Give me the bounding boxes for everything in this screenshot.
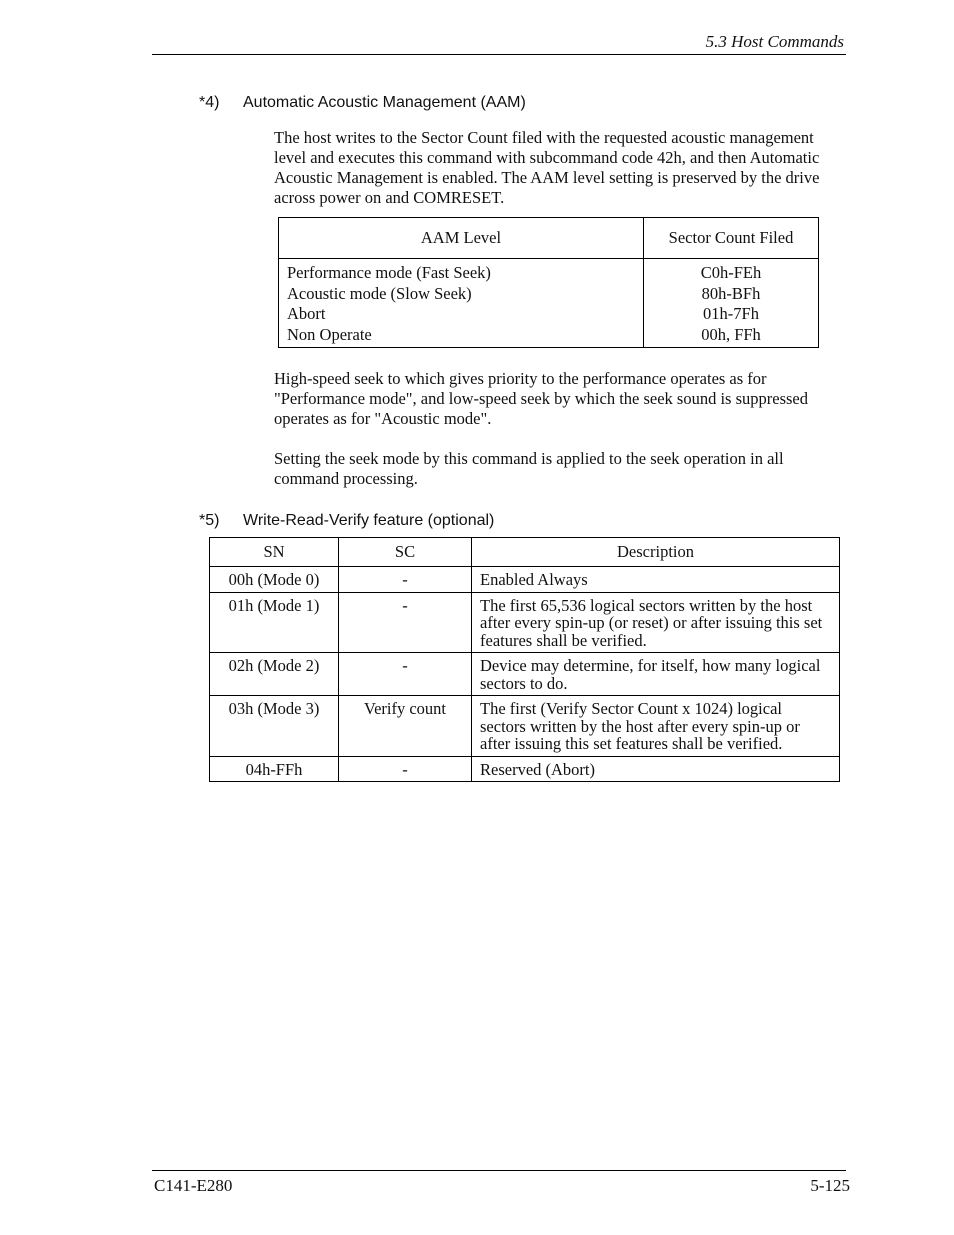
page-footer [152,1170,850,1195]
aam-level-abort: Abort [287,304,326,323]
aam-level-non-operate: Non Operate [287,324,372,344]
sc-header: SC [339,538,472,567]
sn-cell: 04h-FFh [210,756,339,782]
page-header [152,32,846,55]
seek-setting-paragraph: Setting the seek mode by this command is applied to the seek operation in all command processing. [274,449,784,488]
table-row [210,756,840,782]
sector-count-cell [644,259,819,348]
sn-cell: 02h (Mode 2) [210,653,339,696]
sector-count-acoustic: 80h-BFh [701,283,761,303]
sc-cell: Verify count [339,696,472,757]
section-4-title: Automatic Acoustic Management (AAM) [243,94,526,111]
aam-level-table [278,217,819,348]
aam-level-header: AAM Level [279,218,644,259]
table-row [210,592,840,653]
sector-count-abort: 01h-7Fh [703,304,759,323]
description-cell: The first (Verify Sector Count x 1024) logical sectors written by the host after every spin-up or after issuing this set features shall be verified. [472,696,840,757]
section-4-number: *4) [199,94,220,111]
seek-mode-paragraph: High-speed seek to which gives priority to the performance operates as for "Performance mode", and low-speed seek by which the seek sound is suppressed operates as for "Acoustic mode". [274,369,809,428]
aam-table-header-row [279,218,819,259]
section-header-label: 5.3 Host Commands [705,32,844,51]
page-number: 5-125 [810,1176,850,1195]
document-id: C141-E280 [154,1176,233,1195]
description-cell: Device may determine, for itself, how many logical sectors to do. [472,653,840,696]
table-row [210,696,840,757]
sc-cell: - [339,756,472,782]
table-row [210,567,840,593]
sn-cell: 00h (Mode 0) [210,567,339,593]
aam-level-performance: Performance mode (Fast Seek) [287,263,491,282]
description-cell: The first 65,536 logical sectors written by the host after every spin-up (or reset) or after issuing this set features shall be verified. [472,592,840,653]
sector-count-header: Sector Count Filed [644,218,819,259]
section-5-number: *5) [199,512,220,529]
section-5-title: Write-Read-Verify feature (optional) [243,512,495,529]
description-cell: Reserved (Abort) [472,756,840,782]
sector-count-performance: C0h-FEh [700,263,762,282]
sc-cell: - [339,653,472,696]
sector-count-non-operate: 00h, FFh [701,324,761,344]
aam-level-acoustic: Acoustic mode (Slow Seek) [287,283,472,303]
table-row [210,653,840,696]
description-cell: Enabled Always [472,567,840,593]
write-read-verify-table [209,537,840,782]
sn-cell: 01h (Mode 1) [210,592,339,653]
aam-level-cell [279,259,644,348]
aam-table-body-row [279,259,819,348]
sc-cell: - [339,567,472,593]
sc-cell: - [339,592,472,653]
sn-header: SN [210,538,339,567]
wrv-header-row [210,538,840,567]
sn-cell: 03h (Mode 3) [210,696,339,757]
description-header: Description [472,538,840,567]
aam-intro-paragraph: The host writes to the Sector Count filed with the requested acoustic management level and executes this command with subcommand code 42h, and then Automatic Acoustic Management is enabled. The AAM level setting is preserved by the drive across power on and COMRESET. [274,128,820,207]
